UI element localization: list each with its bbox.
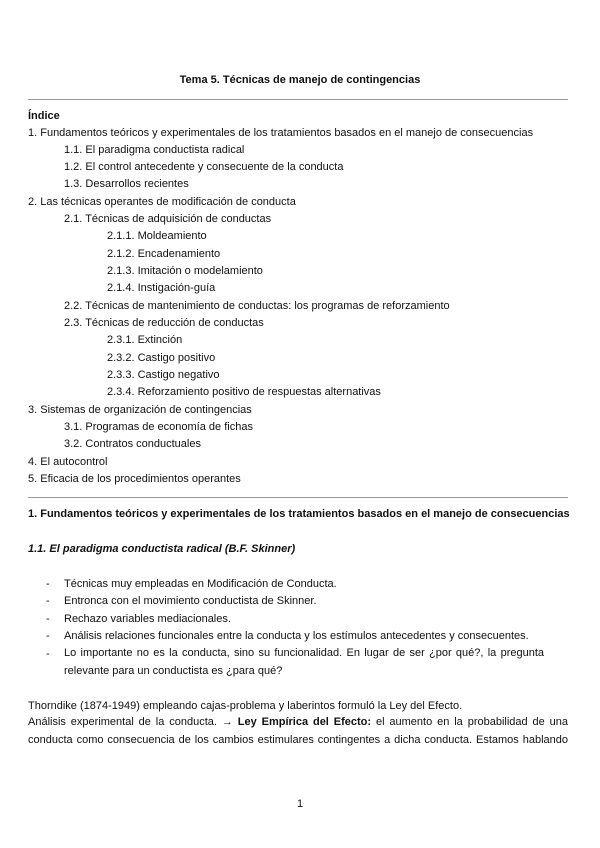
dash-bullet: -: [46, 595, 50, 607]
paragraph-text: Análisis experimental de la conducta. →: [28, 716, 233, 728]
index-entry: 3. Sistemas de organización de contingencias: [28, 404, 252, 416]
list-item-text: Entronca con el movimiento conductista de Skinner.: [64, 595, 317, 607]
index-entry: 2.3.3. Castigo negativo: [107, 369, 220, 381]
index-entry: 2.1.4. Instigación-guía: [107, 282, 216, 294]
dash-bullet: -: [46, 578, 50, 590]
index-entry: 2.3.4. Reforzamiento positivo de respuestas alternativas: [107, 386, 381, 398]
dash-bullet: -: [46, 648, 50, 660]
section-divider: [28, 497, 568, 498]
paragraph-line: [28, 716, 568, 728]
paragraph-text: el aumento en la probabilidad de una: [375, 716, 569, 728]
index-entry: 2.1.2. Encadenamiento: [107, 248, 221, 260]
index-entry: 1. Fundamentos teóricos y experimentales de los tratamientos basados en el manejo de consecuencias: [28, 127, 534, 139]
page-number: 1: [296, 798, 304, 810]
dash-bullet: -: [46, 630, 50, 642]
subsection-title: 1.1. El paradigma conductista radical: [28, 543, 222, 555]
list-item-text-line1: Lo importante no es la conducta, sino su funcionalidad. En lugar de ser ¿por qué?, la pregunta: [64, 647, 544, 659]
top-divider: [28, 99, 568, 100]
list-item-text-line2: relevante para un conductista es ¿para qué?: [64, 665, 283, 677]
paragraph-line: conducta como consecuencia de los cambios estimulares contingentes a dicha conducta. Estamos hablando: [28, 734, 568, 746]
index-entry: 4. El autocontrol: [28, 456, 108, 468]
law-term: Ley Empírica del Efecto:: [237, 716, 372, 728]
index-entry: 2.1.3. Imitación o modelamiento: [107, 265, 263, 277]
list-item-text: Técnicas muy empleadas en Modificación de Conducta.: [64, 578, 337, 590]
document-title: Tema 5. Técnicas de manejo de contingencias: [179, 74, 421, 86]
index-entry: 3.1. Programas de economía de fichas: [64, 421, 253, 433]
list-item-text: Análisis relaciones funcionales entre la conducta y los estímulos antecedentes y consecuentes.: [64, 630, 529, 642]
subsection-author: (B.F. Skinner): [224, 543, 296, 555]
index-entry: 2.3.2. Castigo positivo: [107, 352, 216, 364]
list-item-text: Rechazo variables mediacionales.: [64, 613, 231, 625]
section-heading: 1. Fundamentos teóricos y experimentales de los tratamientos basados en el manejo de consecuencias: [28, 508, 570, 520]
dash-bullet: -: [46, 613, 50, 625]
index-entry: 2.2. Técnicas de mantenimiento de conductas: los programas de reforzamiento: [64, 300, 450, 312]
index-entry: 2.3.1. Extinción: [107, 334, 183, 346]
index-entry: 2.1. Técnicas de adquisición de conductas: [64, 213, 272, 225]
index-entry: 1.1. El paradigma conductista radical: [64, 144, 245, 156]
index-entry: 3.2. Contratos conductuales: [64, 438, 201, 450]
paragraph: Thorndike (1874-1949) empleando cajas-problema y laberintos formuló la Ley del Efecto.: [28, 700, 463, 712]
index-entry: 2. Las técnicas operantes de modificación de conducta: [28, 196, 296, 208]
index-entry: 2.1.1. Moldeamiento: [107, 230, 207, 242]
index-entry: 2.3. Técnicas de reducción de conductas: [64, 317, 264, 329]
index-entry: 1.2. El control antecedente y consecuente de la conducta: [64, 161, 344, 173]
index-entry: 5. Eficacia de los procedimientos operantes: [28, 473, 241, 485]
index-heading: Índice: [28, 110, 60, 122]
subsection-heading: [28, 542, 295, 556]
index-entry: 1.3. Desarrollos recientes: [64, 178, 189, 190]
